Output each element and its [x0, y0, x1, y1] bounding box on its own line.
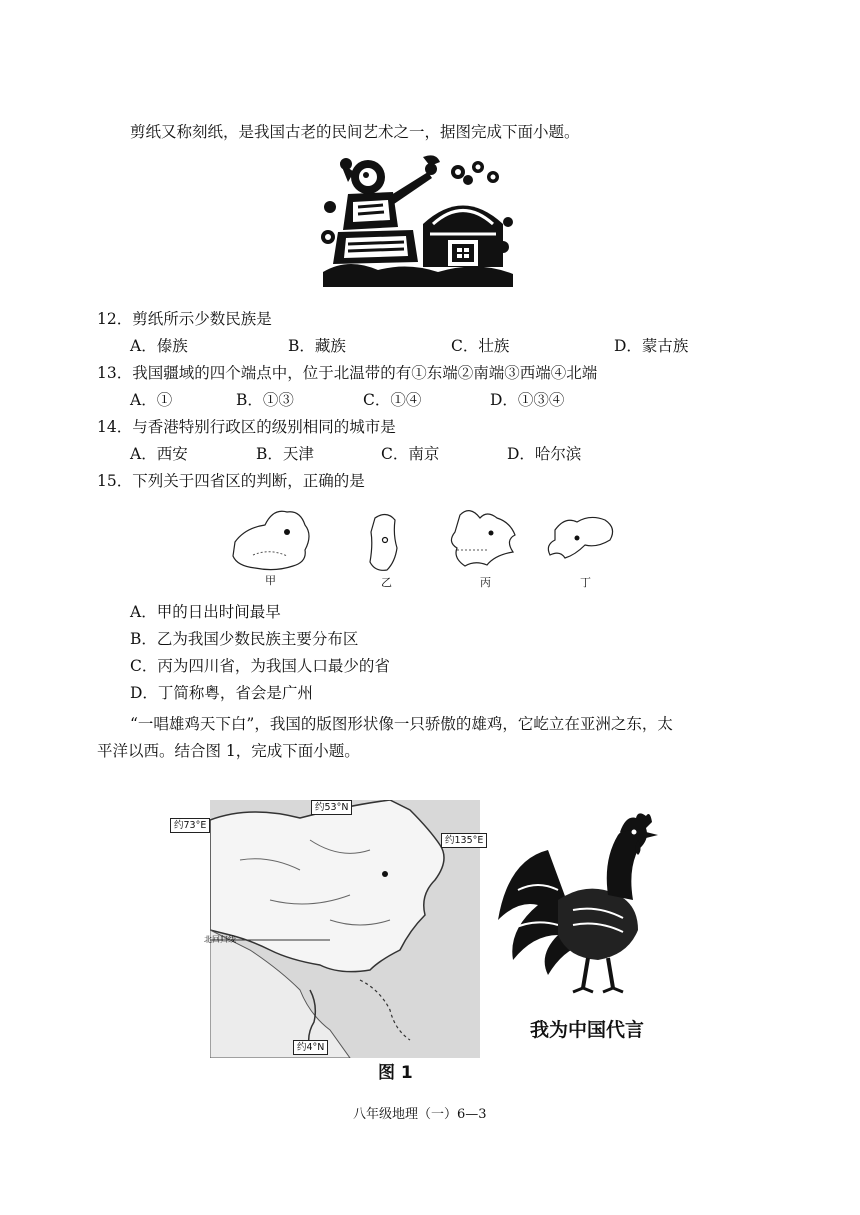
- question-stem: 与香港特别行政区的级别相同的城市是: [132, 418, 396, 436]
- question-15: [97, 469, 365, 491]
- rooster-image: [488, 810, 688, 1000]
- option-d: D．丁简称粤，省会是广州: [130, 684, 313, 702]
- question-14: [97, 415, 396, 437]
- china-map: [204, 800, 480, 1058]
- option-c: C．壮族: [451, 337, 510, 355]
- question-number: 12．: [97, 310, 133, 328]
- option-a: A．傣族: [130, 337, 188, 355]
- province-label-bing: 丙: [480, 576, 491, 589]
- tropic-label: 北回归线: [204, 935, 236, 944]
- page-footer: 八年级地理（一）6—3: [353, 1107, 487, 1122]
- province-label-ding: 丁: [580, 576, 591, 589]
- question-number: 14．: [97, 418, 133, 436]
- tag-north: 约53°N: [311, 800, 352, 815]
- intro-text-2: “一唱雄鸡天下白”，我国的版图形状像一只骄傲的雄鸡，它屹立在亚洲之东，太: [130, 715, 673, 733]
- option-a: A．甲的日出时间最早: [130, 603, 281, 621]
- option-a: A．西安: [130, 445, 188, 463]
- tag-west: 约73°E: [170, 818, 210, 833]
- option-b: B．①③: [236, 391, 294, 409]
- intro-text-2-cont: 平洋以西。结合图 1，完成下面小题。: [97, 742, 360, 760]
- question-13: [97, 361, 597, 383]
- question-stem: 剪纸所示少数民族是: [132, 310, 272, 328]
- province-label-jia: 甲: [265, 574, 276, 587]
- option-b: B．天津: [256, 445, 314, 463]
- option-c: C．①④: [363, 391, 422, 409]
- question-12: [97, 307, 272, 329]
- question-stem: 我国疆域的四个端点中，位于北温带的有①东端②南端③西端④北端: [132, 364, 598, 382]
- figure-caption: 图 1: [378, 1063, 413, 1083]
- option-c: C．丙为四川省，为我国人口最少的省: [130, 657, 390, 675]
- intro-text: 剪纸又称刻纸，是我国古老的民间艺术之一，据图完成下面小题。: [130, 123, 580, 141]
- tag-south: 约4°N: [293, 1040, 328, 1055]
- option-d: D．哈尔滨: [507, 445, 582, 463]
- question-number: 13．: [97, 364, 133, 382]
- option-b: B．藏族: [288, 337, 346, 355]
- option-d: D．蒙古族: [614, 337, 689, 355]
- question-stem: 下列关于四省区的判断，正确的是: [132, 472, 365, 490]
- tag-east: 约135°E: [441, 833, 487, 848]
- rooster-caption: 我为中国代言: [530, 1019, 645, 1041]
- province-label-yi: 乙: [381, 576, 392, 589]
- option-b: B．乙为我国少数民族主要分布区: [130, 630, 359, 648]
- question-number: 15．: [97, 472, 133, 490]
- option-a: A．①: [130, 391, 173, 409]
- province-outlines-figure: [225, 500, 625, 590]
- option-d: D．①③④: [490, 391, 565, 409]
- option-c: C．南京: [381, 445, 440, 463]
- paper-cut-image: [318, 152, 518, 287]
